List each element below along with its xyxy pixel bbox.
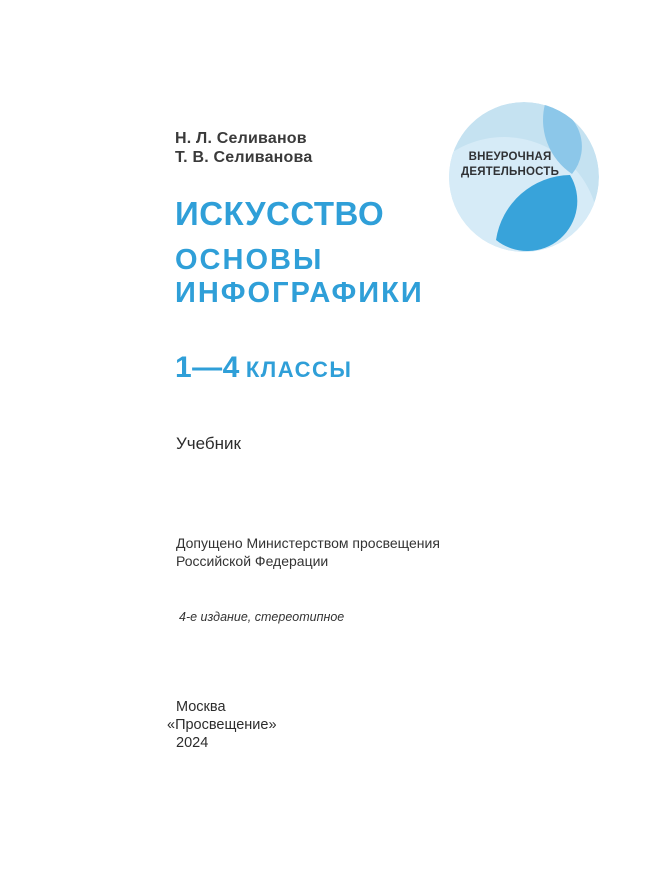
book-type-label: Учебник [176,434,241,453]
approval-line-2: Российской Федерации [176,552,329,569]
imprint-block [167,698,277,753]
author-line-2: Т. В. Селиванова [175,149,313,166]
main-title: ИСКУССТВО [175,195,385,232]
imprint-city: Москва [176,699,226,715]
edition-note: 4-е издание, стереотипное [179,610,345,624]
approval-line-1: Допущено Министерством просвещения [176,535,440,551]
grade-range [175,353,352,383]
subtitle-line-2: ИНФОГРАФИКИ [175,277,424,309]
imprint-publisher: «Просвещение» [167,717,277,734]
extracurricular-badge [449,102,599,252]
grade-word: КЛАССЫ [245,357,353,382]
badge-label [458,150,562,180]
grade-number: 1—4 [175,351,240,384]
series-subtitle [175,244,424,310]
authors-block [175,129,312,167]
subtitle-line-1: ОСНОВЫ [175,244,324,276]
badge-label-line-2: ДЕЯТЕЛЬНОСТЬ [460,166,560,178]
imprint-year: 2024 [176,735,209,752]
approval-text [176,535,440,570]
badge-label-line-1: ВНЕУРОЧНАЯ [468,151,552,163]
author-line-1: Н. Л. Селиванов [175,130,307,147]
